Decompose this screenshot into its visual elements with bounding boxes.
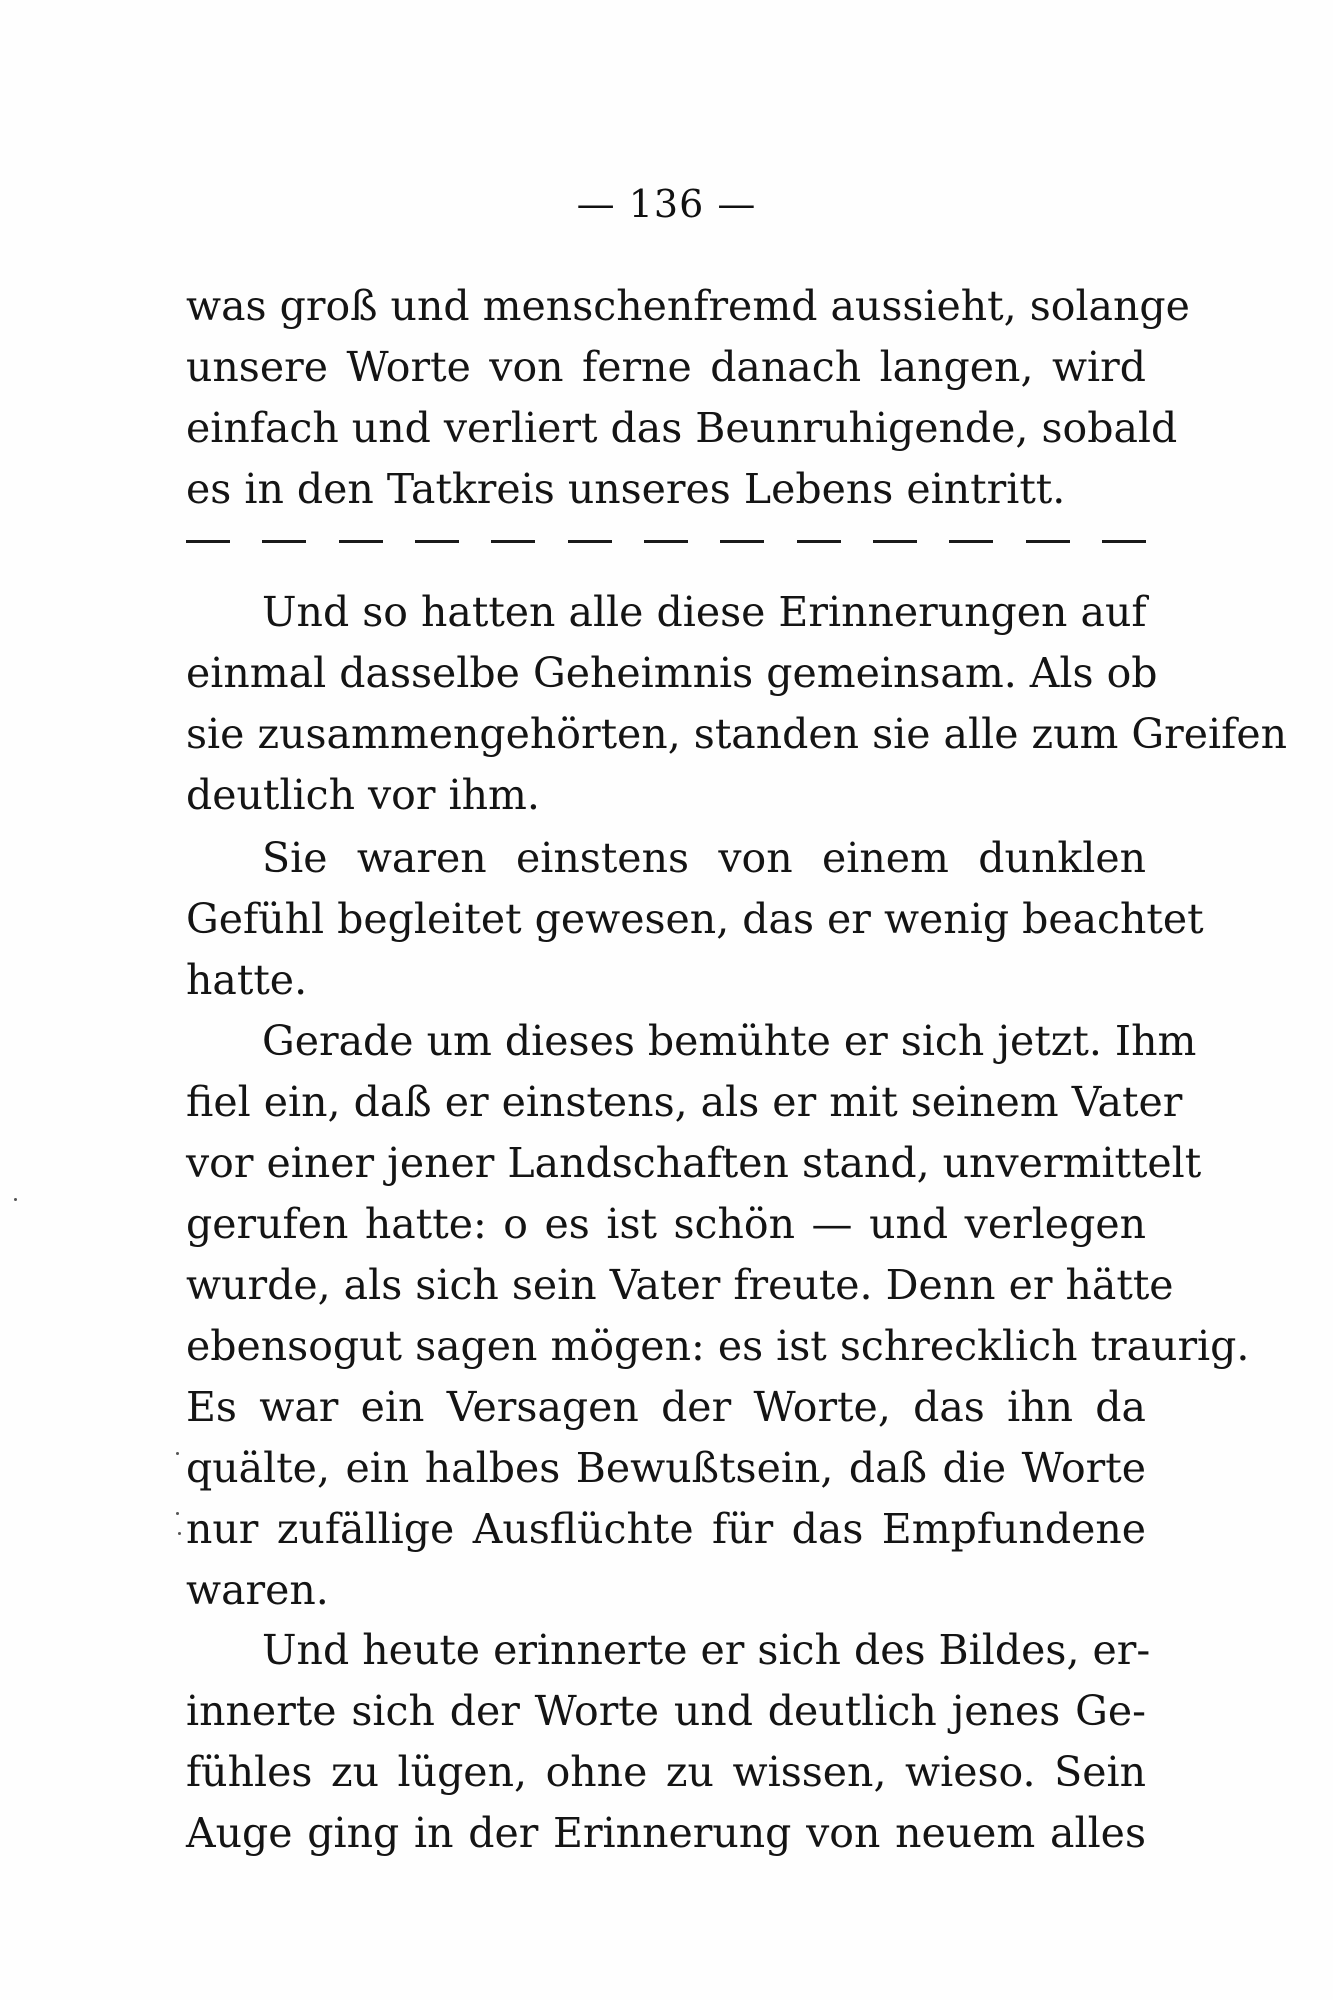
scan-speck: [176, 1452, 179, 1455]
separator-dash: [644, 540, 688, 543]
text-line: innerte sich der Worte und deutlich jenes Ge-: [186, 1687, 1146, 1735]
separator-dash: [415, 540, 459, 543]
paragraph-2: [186, 582, 1287, 826]
text-line: es in den Tatkreis unseres Lebens eintritt.: [186, 465, 1066, 513]
text-line: gerufen hatte: o es ist schön — und verlegen: [186, 1200, 1146, 1248]
separator-dash: [720, 540, 764, 543]
separator-dash: [568, 540, 612, 543]
text-line: fiel ein, daß er einstens, als er mit seinem Vater: [186, 1078, 1183, 1126]
page-number: — 136 —: [576, 182, 757, 226]
text-line: wurde, als sich sein Vater freute. Denn er hätte: [186, 1261, 1174, 1309]
separator-dash: [949, 540, 993, 543]
separator-dash: [1026, 540, 1070, 543]
text-line: vor einer jener Landschaften stand, unvermittelt: [186, 1139, 1202, 1187]
scan-speck: [14, 1198, 17, 1201]
text-line: deutlich vor ihm.: [186, 771, 540, 819]
text-line: Und heute erinnerte er sich des Bildes, er-: [262, 1626, 1151, 1674]
separator-dash: [873, 540, 917, 543]
separator-dash: [262, 540, 306, 543]
text-line: sie zusammengehörten, standen sie alle zum Greifen: [186, 710, 1287, 758]
text-line: ebensogut sagen mögen: es ist schrecklich traurig.: [186, 1322, 1250, 1370]
paragraph-4: [186, 1011, 1250, 1621]
separator-dash: [186, 540, 230, 543]
paragraph-3: [186, 828, 1204, 1011]
text-line: fühles zu lügen, ohne zu wissen, wieso. Sein: [186, 1748, 1146, 1796]
section-separator: [186, 540, 1146, 544]
text-line: Gerade um dieses bemühte er sich jetzt. Ihm: [262, 1017, 1197, 1065]
separator-dash: [797, 540, 841, 543]
scan-speck: [178, 1532, 181, 1535]
scan-speck: [176, 1512, 179, 1515]
text-line: Auge ging in der Erinnerung von neuem alles: [186, 1809, 1146, 1857]
text-line: hatte.: [186, 956, 308, 1004]
text-line: einmal dasselbe Geheimnis gemeinsam. Als ob: [186, 649, 1158, 697]
text-line: Gefühl begleitet gewesen, das er wenig beachtet: [186, 895, 1204, 943]
text-line: was groß und menschenfremd aussieht, solange: [186, 282, 1190, 330]
separator-dash: [491, 540, 535, 543]
separator-dash: [1102, 540, 1146, 543]
paragraph-5: [186, 1620, 1151, 1864]
separator-dash: [339, 540, 383, 543]
text-line: Es war ein Versagen der Worte, das ihn da: [186, 1383, 1146, 1431]
text-line: quälte, ein halbes Bewußtsein, daß die Worte: [186, 1444, 1146, 1492]
text-line: nur zufällige Ausflüchte für das Empfundene: [186, 1505, 1146, 1553]
text-line: einfach und verliert das Beunruhigende, sobald: [186, 404, 1178, 452]
text-line: waren.: [186, 1566, 329, 1614]
text-line: Sie waren einstens von einem dunklen: [262, 834, 1146, 882]
paragraph-1: [186, 276, 1190, 520]
text-line: Und so hatten alle diese Erinnerungen auf: [262, 588, 1147, 636]
text-line: unsere Worte von ferne danach langen, wird: [186, 343, 1146, 391]
